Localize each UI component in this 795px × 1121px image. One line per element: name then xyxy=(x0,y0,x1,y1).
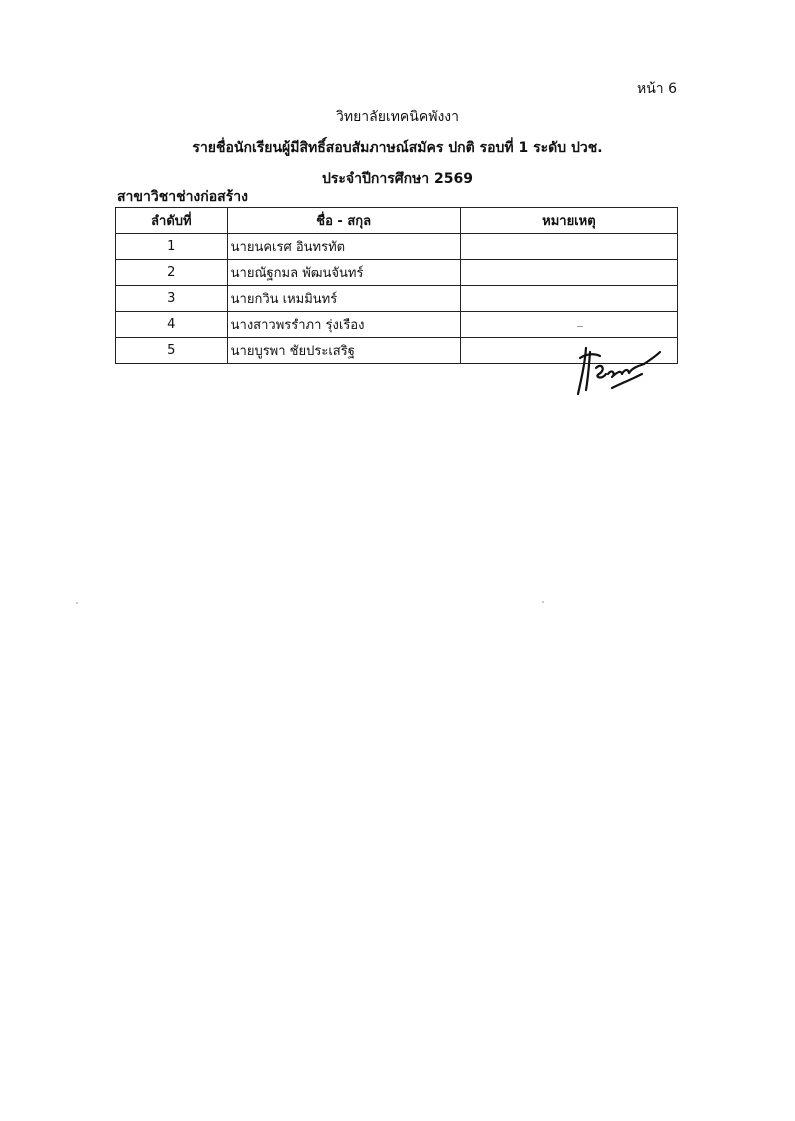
table-row xyxy=(116,286,678,312)
column-header-note: หมายเหตุ xyxy=(460,208,677,234)
table-row xyxy=(116,234,678,260)
page-number: หน้า 6 xyxy=(636,81,677,97)
scan-artifact xyxy=(76,602,78,604)
scan-artifact xyxy=(542,601,544,603)
table-row xyxy=(116,312,678,338)
row-note xyxy=(460,312,677,338)
student-name: นายบูรพา ชัยประเสริฐ xyxy=(227,338,460,364)
row-note xyxy=(460,234,677,260)
row-number: 2 xyxy=(116,260,228,286)
handwritten-signature xyxy=(572,344,662,396)
row-note xyxy=(460,260,677,286)
department-name: สาขาวิชาช่างก่อสร้าง xyxy=(117,189,248,205)
document-header xyxy=(0,102,795,195)
document-title: รายชื่อนักเรียนผู้มีสิทธิ์สอบสัมภาษณ์สมัคร ปกติ รอบที่ 1 ระดับ ปวช. xyxy=(192,140,603,156)
row-number: 4 xyxy=(116,312,228,338)
row-number: 1 xyxy=(116,234,228,260)
table-row xyxy=(116,260,678,286)
row-number: 5 xyxy=(116,338,228,364)
row-note xyxy=(460,286,677,312)
column-header-order: ลำดับที่ xyxy=(116,208,228,234)
student-name: นายนคเรศ อินทรทัต xyxy=(227,234,460,260)
student-name: นายกวิน เหมมินทร์ xyxy=(227,286,460,312)
college-name: วิทยาลัยเทคนิคพังงา xyxy=(335,109,459,125)
row-number: 3 xyxy=(116,286,228,312)
scan-artifact xyxy=(577,326,583,327)
column-header-name: ชื่อ - สกุล xyxy=(227,208,460,234)
academic-year: ประจำปีการศึกษา 2569 xyxy=(321,171,474,187)
student-name: นางสาวพรรำภา รุ่งเรือง xyxy=(227,312,460,338)
student-name: นายณัฐกมล พัฒนจันทร์ xyxy=(227,260,460,286)
table-header-row xyxy=(116,208,678,234)
student-table xyxy=(115,207,678,364)
